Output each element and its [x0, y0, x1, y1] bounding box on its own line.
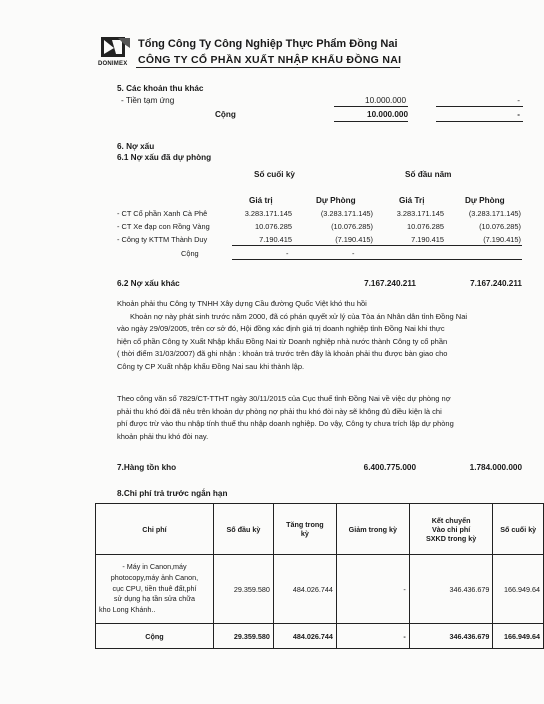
section-6-1-title: 6.1 Nợ xấu đã dự phòng [117, 153, 212, 162]
header-rule [136, 67, 400, 68]
th-transfer-line: Kết chuyển [431, 515, 471, 525]
paragraph-line: phải thu khó đòi đã nêu trên khoản dự phòng nợ phải thu khó đòi này sẽ không đủ điều kiện là chi [117, 406, 442, 416]
bad-debt-provision-2: (10.076.285) [479, 222, 521, 231]
bad-debt-name: - CT Cổ phần Xanh Cà Phê [117, 209, 208, 218]
total-decrease: - [336, 624, 409, 649]
s5-total-value-end: 10.000.000 [367, 110, 408, 119]
paragraph-line: Khoản nợ này phát sinh trước năm 2000, đã có phán quyết xử lý của Tòa án Nhân dân tỉnh Đồng Nai [130, 311, 468, 321]
s5-row-value-end: 10.000.000 [365, 96, 406, 105]
total-begin: 29.359.580 [213, 624, 273, 649]
company-logo [100, 36, 134, 70]
s6-2-value-end: 7.167.240.211 [364, 279, 416, 288]
th-begin: Số đầu kỳ [213, 504, 273, 555]
total-label: Cộng [96, 624, 214, 649]
cell-transfer: 346.436.679 [409, 555, 493, 624]
bad-debt-provision: (3.283.171.145) [320, 209, 373, 218]
bad-debt-value-2: 3.283.171.145 [396, 209, 444, 218]
paragraph-line: khoản phải thu khó đòi nay. [117, 431, 209, 441]
section-5-title: 5. Các khoản thu khác [117, 84, 204, 93]
logo-mark-icon [100, 36, 134, 62]
s6-rule-2 [232, 259, 522, 260]
bad-debt-name: - Công ty KTTM Thành Duy [117, 235, 208, 244]
paragraph-line: ( thời điểm 31/03/2007) đã ghi nhận : khoản trả trước trên đây là khoản phải thu được bàn giao cho [117, 349, 448, 359]
s5-row-label: - Tiền tạm ứng [121, 96, 175, 105]
s5-row-value-begin: - [517, 96, 520, 105]
logo-label: DONIMEX [98, 61, 128, 67]
s6-total-a: - [286, 249, 289, 258]
company-name: CÔNG TY CỔ PHẦN XUẤT NHẬP KHẨU ĐỒNG NAI [138, 54, 402, 66]
section-6-title: 6. Nợ xấu [117, 142, 155, 151]
table-header-row [96, 504, 544, 555]
cell-begin: 29.359.580 [213, 555, 273, 624]
col-value-2: Giá Trị [399, 196, 425, 205]
th-transfer-line: Vào chi phí [431, 524, 471, 534]
s5-total-label: Cộng [215, 110, 236, 119]
s7-value-begin: 1.784.000.000 [469, 463, 522, 472]
col-provision: Dự Phòng [316, 196, 356, 205]
s6-2-value-begin: 7.167.240.211 [470, 279, 522, 288]
s5-total-value-begin: - [517, 110, 520, 119]
bad-debt-provision-2: (3.283.171.145) [468, 209, 521, 218]
s7-value-end: 6.400.775.000 [363, 463, 416, 472]
th-decrease: Giảm trong kỳ [336, 504, 409, 555]
row-description-line: - Máy in Canon,máy [122, 562, 187, 571]
th-transfer-line: SXKD trong kỳ [425, 533, 477, 543]
row-description-line: sử dụng hạ tần sửa chữa [113, 594, 196, 604]
cell-end: 166.949.64 [493, 555, 544, 624]
col-value: Giá trị [249, 196, 273, 205]
cell-increase: 484.026.744 [273, 555, 336, 624]
table-total-row [96, 624, 544, 649]
group-end-period: Số cuối kỳ [254, 170, 295, 179]
section-8-title: 8.Chi phí trả trước ngắn hạn [117, 489, 228, 498]
th-increase-line: kỳ [300, 529, 309, 538]
bad-debt-name: - CT Xe đạp con Rồng Vàng [117, 222, 210, 231]
th-end: Số cuối kỳ [493, 504, 544, 555]
paragraph-line: phí được trừ vào thu nhập tính thuế thu nhập doanh nghiệp. Do vậy, Công ty chưa trích lập dự phòng [117, 419, 454, 429]
total-transfer: 346.436.679 [409, 624, 493, 649]
paragraph-line: Theo công văn số 7829/CT-TTHT ngày 30/11/2015 của Cục thuế tỉnh Đồng Nai về việc dự phòng nợ [117, 394, 451, 403]
s5-rule-4 [436, 121, 523, 122]
paragraph-tax-note [117, 393, 454, 443]
bad-debt-value: 7.190.415 [259, 235, 292, 244]
paragraph-line: Công ty CP Xuất nhập khẩu Đồng Nai sau khi thành lập. [117, 361, 305, 371]
th-increase [273, 504, 336, 555]
bad-debt-value: 3.283.171.145 [244, 209, 292, 218]
parent-company-name: Tổng Công Ty Công Nghiệp Thực Phẩm Đồng Nai [138, 38, 398, 50]
s5-rule-1 [334, 106, 408, 107]
section-6-2-title: 6.2 Nợ xấu khác [117, 279, 180, 288]
row-description-line: kho Long Khánh.. [99, 605, 156, 615]
paragraph-line: vào ngày 29/09/2005, trên cơ sở đó, Hội đồng xác định giá trị doanh nghiệp tỉnh Đồng Nai khi thực [117, 324, 445, 334]
th-transfer [409, 504, 493, 555]
s5-rule-3 [334, 121, 408, 122]
group-begin-year: Số đầu năm [405, 170, 452, 179]
th-increase-line: Tăng trong [286, 520, 324, 529]
bad-debt-value-2: 7.190.415 [411, 235, 444, 244]
th-expense: Chi phí [96, 504, 214, 555]
total-increase: 484.026.744 [273, 624, 336, 649]
bad-debt-provision: (7.190.415) [335, 235, 373, 244]
cell-decrease: - [336, 555, 409, 624]
s5-rule-2 [436, 106, 523, 107]
table-row [96, 555, 544, 624]
row-description-line: cục CPU, tiền thuê đất,phí [112, 583, 197, 593]
s6-rule-1 [232, 245, 522, 246]
row-description-line: photocopy,máy ảnh Canon, [110, 572, 199, 582]
col-provision-2: Dự Phòng [465, 196, 505, 205]
section-7-title: 7.Hàng tồn kho [117, 463, 177, 472]
bad-debt-value: 10.076.285 [255, 222, 292, 231]
paragraph-bad-debt [117, 298, 467, 374]
row-description [96, 555, 214, 624]
s6-total-b: - [352, 249, 355, 258]
bad-debt-provision: (10.076.285) [331, 222, 373, 231]
prepaid-expense-table [95, 503, 544, 649]
bad-debt-provision-2: (7.190.415) [483, 235, 521, 244]
s6-total-label: Cộng [181, 249, 199, 258]
paragraph-line: hiện cổ phần Công ty Xuất Nhập khẩu Đồng Nai từ Doanh nghiệp nhà nước thành Công ty cổ phần [117, 336, 448, 346]
bad-debt-value-2: 10.076.285 [407, 222, 444, 231]
total-end: 166.949.64 [493, 624, 544, 649]
paragraph-line: Khoản phải thu Công ty TNHH Xây dựng Cầu đường Quốc Việt khó thu hồi [117, 299, 367, 308]
